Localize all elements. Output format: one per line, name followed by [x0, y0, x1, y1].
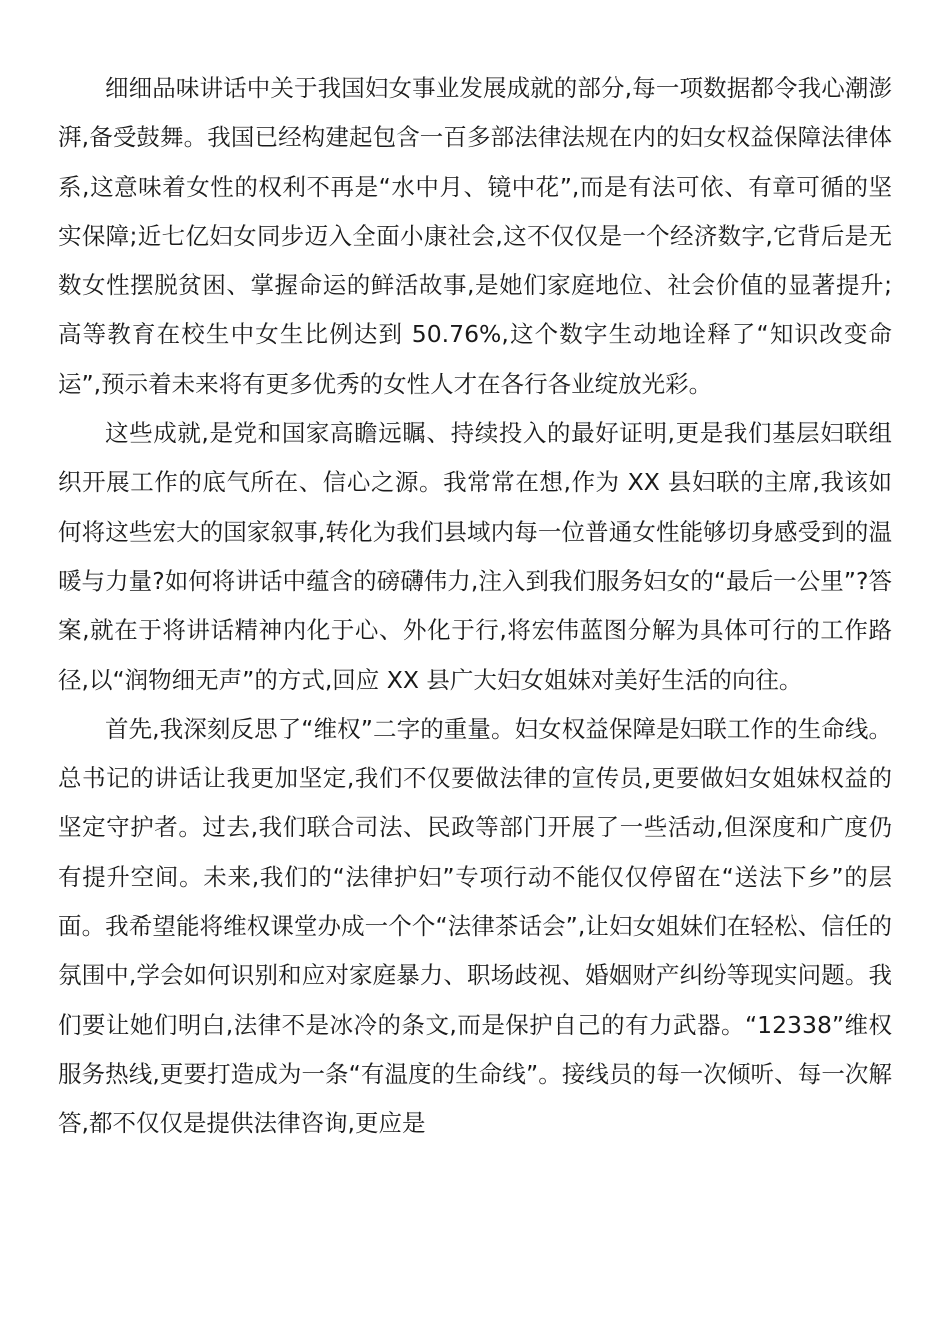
document-body	[58, 64, 892, 1149]
paragraph-grassroots-work: 这些成就,是党和国家高瞻远瞩、持续投入的最好证明,更是我们基层妇联组织开展工作的底气所在、信心之源。我常常在想,作为 XX 县妇联的主席,我该如何将这些宏大的国家叙事,转化为我们县域内每一位普通女性能够切身感受到的温暖与力量?如何将讲话中蕴含的磅礴伟力,注入到我们服务妇女的“最后一公里”?答案,就在于将讲话精神内化于心、外化于行,将宏伟蓝图分解为具体可行的工作路径,以“润物细无声”的方式,回应 XX 县广大妇女姐妹对美好生活的向往。	[58, 419, 892, 694]
paragraph-rights-protection: 首先,我深刻反思了“维权”二字的重量。妇女权益保障是妇联工作的生命线。总书记的讲话让我更加坚定,我们不仅要做法律的宣传员,更要做妇女姐妹权益的坚定守护者。过去,我们联合司法、民政等部门开展了一些活动,但深度和广度仍有提升空间。未来,我们的“法律护妇”专项行动不能仅仅停留在“送法下乡”的层面。我希望能将维权课堂办成一个个“法律茶话会”,让妇女姐妹们在轻松、信任的氛围中,学会如何识别和应对家庭暴力、职场歧视、婚姻财产纠纷等现实问题。我们要让她们明白,法律不是冰冷的条文,而是保护自己的有力武器。“12338”维权服务热线,更要打造成为一条“有温度的生命线”。接线员的每一次倾听、每一次解答,都不仅仅是提供法律咨询,更应是	[58, 714, 892, 1138]
paragraph-achievements: 细细品味讲话中关于我国妇女事业发展成就的部分,每一项数据都令我心潮澎湃,备受鼓舞。我国已经构建起包含一百多部法律法规在内的妇女权益保障法律体系,这意味着女性的权利不再是“水中月、镜中花”,而是有法可依、有章可循的坚实保障;近七亿妇女同步迈入全面小康社会,这不仅仅是一个经济数字,它背后是无数女性摆脱贫困、掌握命运的鲜活故事,是她们家庭地位、社会价值的显著提升;高等教育在校生中女生比例达到 50.76%,这个数字生动地诠释了“知识改变命运”,预示着未来将有更多优秀的女性人才在各行各业绽放光彩。	[58, 74, 892, 398]
